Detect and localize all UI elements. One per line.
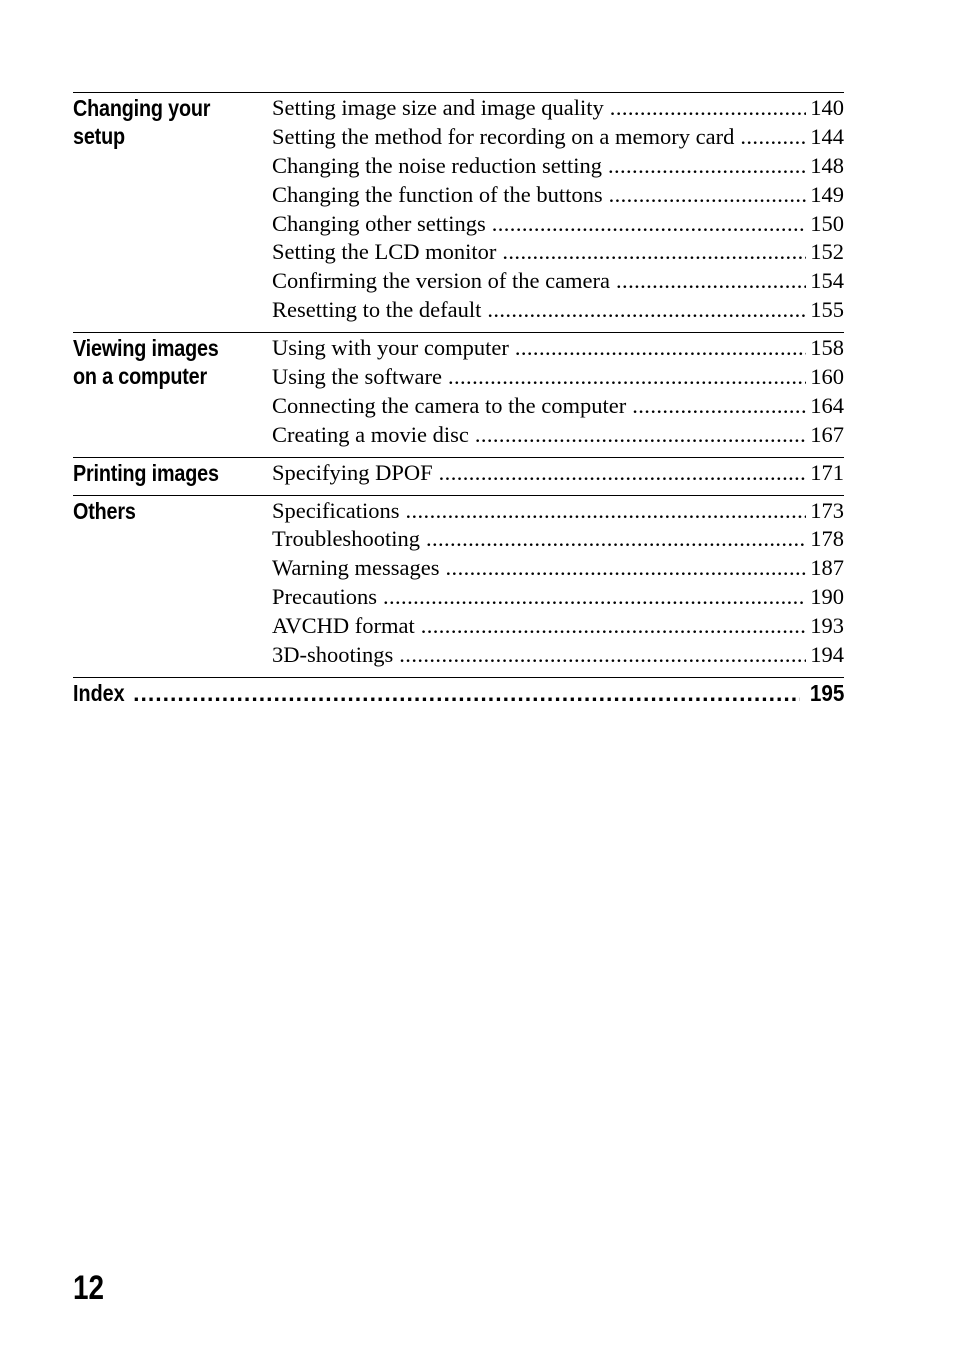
entry-label: Using with your computer <box>272 335 509 361</box>
entry-page: 154 <box>810 268 844 294</box>
toc-entry[interactable] <box>272 334 844 363</box>
dot-leader <box>475 421 806 450</box>
entry-label: Warning messages <box>272 555 440 581</box>
index-page: 195 <box>809 679 844 706</box>
toc-entry[interactable] <box>272 641 844 670</box>
entry-page: 171 <box>810 459 844 485</box>
toc-section-viewing-images <box>73 332 844 457</box>
table-of-contents <box>73 92 844 707</box>
entry-page: 140 <box>810 95 844 120</box>
dot-leader <box>616 267 806 296</box>
entry-label: Connecting the camera to the computer <box>272 392 627 418</box>
entry-label: Creating a movie disc <box>272 421 469 447</box>
dot-leader <box>133 679 800 707</box>
dot-leader <box>610 94 806 123</box>
section-entries <box>272 459 844 488</box>
section-entries <box>272 497 844 670</box>
entry-page: 190 <box>810 584 844 610</box>
toc-entry[interactable] <box>272 525 844 554</box>
entry-page: 149 <box>810 181 844 207</box>
toc-entry[interactable] <box>272 181 844 210</box>
entry-label: Specifying DPOF <box>272 459 433 485</box>
dot-leader <box>426 525 806 554</box>
toc-entry[interactable] <box>272 267 844 296</box>
toc-entry[interactable] <box>272 210 844 239</box>
toc-entry[interactable] <box>272 238 844 267</box>
dot-leader <box>740 123 806 152</box>
dot-leader <box>446 554 807 583</box>
entry-page: 158 <box>810 335 844 361</box>
entry-page: 187 <box>810 555 844 581</box>
dot-leader <box>448 363 806 392</box>
dot-leader <box>492 210 807 239</box>
dot-leader <box>405 497 806 526</box>
dot-leader <box>632 392 806 421</box>
entry-label: Changing other settings <box>272 210 486 236</box>
entry-label: Setting the LCD monitor <box>272 239 497 265</box>
toc-index-entry[interactable] <box>73 677 844 707</box>
entry-label: Resetting to the default <box>272 297 482 323</box>
entry-label: 3D-shootings <box>272 642 394 668</box>
entry-page: 155 <box>810 297 844 323</box>
toc-entry[interactable] <box>272 554 844 583</box>
toc-entry[interactable] <box>272 612 844 641</box>
entry-page: 173 <box>810 497 844 523</box>
entry-page: 194 <box>810 642 844 668</box>
page-number: 12 <box>73 1269 105 1307</box>
entry-label: Setting the method for recording on a memory card <box>272 123 735 149</box>
entry-label: Using the software <box>272 364 442 390</box>
entry-label: Specifications <box>272 497 400 523</box>
entry-page: 144 <box>810 123 844 149</box>
section-title: Changing your setup <box>73 95 211 149</box>
entry-label: Precautions <box>272 584 377 610</box>
toc-entry[interactable] <box>272 123 844 152</box>
toc-entry[interactable] <box>272 497 844 526</box>
entry-page: 160 <box>810 364 844 390</box>
toc-entry[interactable] <box>272 459 844 488</box>
entry-label: Troubleshooting <box>272 526 420 552</box>
toc-entry[interactable] <box>272 94 844 123</box>
section-title: Printing images <box>73 459 219 486</box>
section-entries <box>272 334 844 450</box>
dot-leader <box>502 238 806 267</box>
dot-leader <box>515 334 806 363</box>
entry-page: 150 <box>810 210 844 236</box>
entry-label: Confirming the version of the camera <box>272 268 611 294</box>
toc-entry[interactable] <box>272 296 844 325</box>
toc-entry[interactable] <box>272 152 844 181</box>
dot-leader <box>609 181 807 210</box>
entry-label: Changing the function of the buttons <box>272 181 603 207</box>
entry-page: 148 <box>810 152 844 178</box>
dot-leader <box>383 583 806 612</box>
dot-leader <box>608 152 806 181</box>
dot-leader <box>421 612 807 641</box>
dot-leader <box>399 641 806 670</box>
section-entries <box>272 94 844 325</box>
entry-page: 164 <box>810 392 844 418</box>
entry-label: Changing the noise reduction setting <box>272 152 602 178</box>
entry-page: 152 <box>810 239 844 265</box>
toc-entry[interactable] <box>272 363 844 392</box>
toc-entry[interactable] <box>272 421 844 450</box>
index-label: Index <box>73 679 125 706</box>
section-title: Others <box>73 497 136 524</box>
entry-label: AVCHD format <box>272 613 415 639</box>
toc-section-changing-your-setup <box>73 92 844 332</box>
dot-leader <box>439 459 807 488</box>
entry-label: Setting image size and image quality <box>272 95 604 120</box>
dot-leader <box>487 296 806 325</box>
toc-entry[interactable] <box>272 583 844 612</box>
entry-page: 178 <box>810 526 844 552</box>
toc-entry[interactable] <box>272 392 844 421</box>
toc-section-printing-images <box>73 457 844 495</box>
section-title: Viewing images on a computer <box>73 335 219 390</box>
toc-section-others <box>73 495 844 677</box>
entry-page: 167 <box>810 421 844 447</box>
entry-page: 193 <box>810 613 844 639</box>
